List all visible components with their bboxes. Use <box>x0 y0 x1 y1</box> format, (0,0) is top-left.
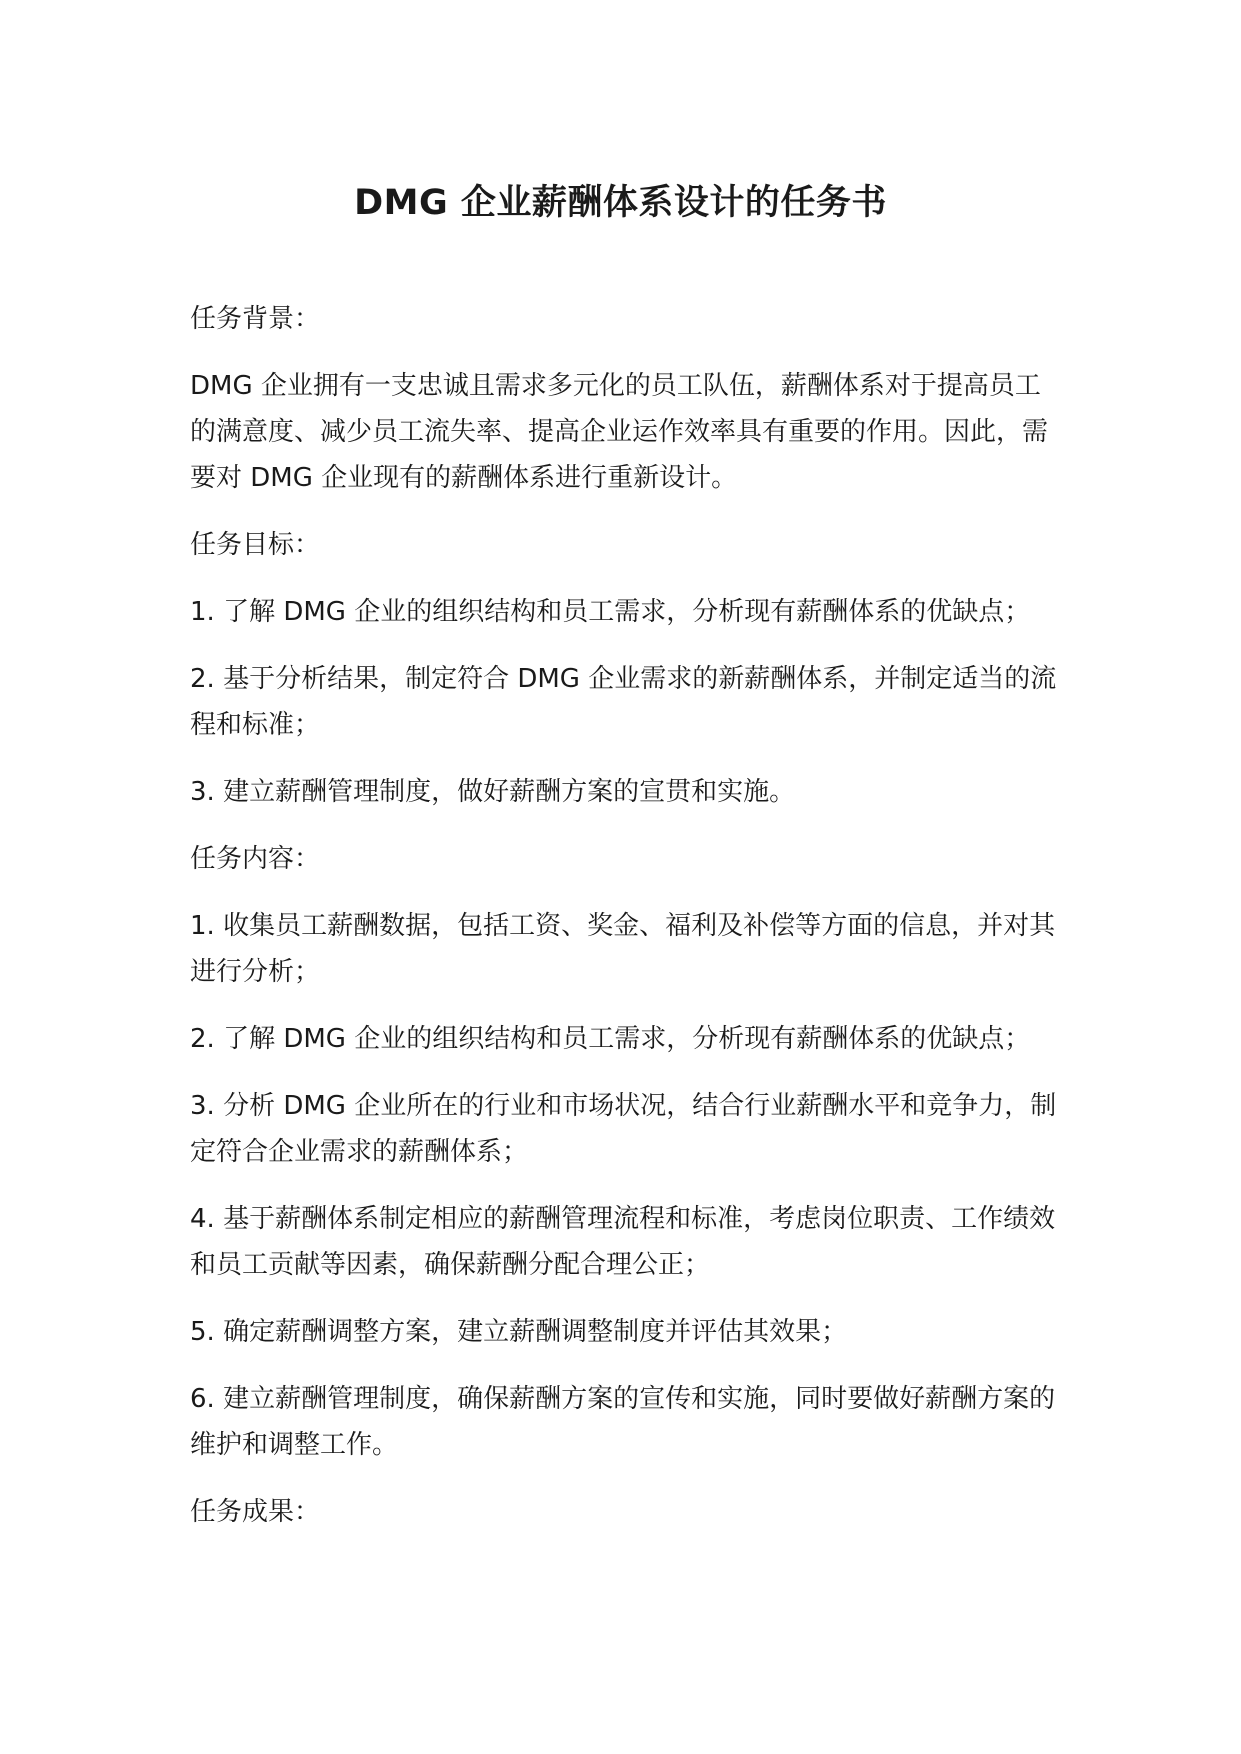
goal-heading: 任务目标： <box>190 530 321 560</box>
background-paragraph: DMG 企业拥有一支忠诚且需求多元化的员工队伍，薪酬体系对于提高员工的满意度、减少员工流失率、提高企业运作效率具有重要的作用。因此，需要对 DMG 企业现有的薪酬体系进行重新设计。 <box>190 371 1049 493</box>
background-heading: 任务背景： <box>190 304 321 334</box>
content-item-5: 5. 确定薪酬调整方案，建立薪酬调整制度并评估其效果； <box>190 1317 848 1347</box>
content-item-6: 6. 建立薪酬管理制度，确保薪酬方案的宣传和实施，同时要做好薪酬方案的维护和调整工作。 <box>190 1384 1056 1460</box>
content-item-4: 4. 基于薪酬体系制定相应的薪酬管理流程和标准，考虑岗位职责、工作绩效和员工贡献等因素，确保薪酬分配合理公正； <box>190 1204 1056 1280</box>
goal-item-3: 3. 建立薪酬管理制度，做好薪酬方案的宣贯和实施。 <box>190 777 796 807</box>
goal-item-1: 1. 了解 DMG 企业的组织结构和员工需求，分析现有薪酬体系的优缺点； <box>190 597 1031 627</box>
document-title: DMG 企业薪酬体系设计的任务书 <box>354 183 887 223</box>
content-heading: 任务内容： <box>190 844 321 874</box>
results-heading: 任务成果： <box>190 1497 321 1527</box>
content-item-3: 3. 分析 DMG 企业所在的行业和市场状况，结合行业薪酬水平和竞争力，制定符合企业需求的薪酬体系； <box>190 1091 1057 1167</box>
content-item-1: 1. 收集员工薪酬数据，包括工资、奖金、福利及补偿等方面的信息，并对其进行分析； <box>190 911 1056 987</box>
content-item-2: 2. 了解 DMG 企业的组织结构和员工需求，分析现有薪酬体系的优缺点； <box>190 1024 1031 1054</box>
document-body <box>190 296 1060 1556</box>
goal-item-2: 2. 基于分析结果，制定符合 DMG 企业需求的新薪酬体系，并制定适当的流程和标准； <box>190 664 1057 740</box>
